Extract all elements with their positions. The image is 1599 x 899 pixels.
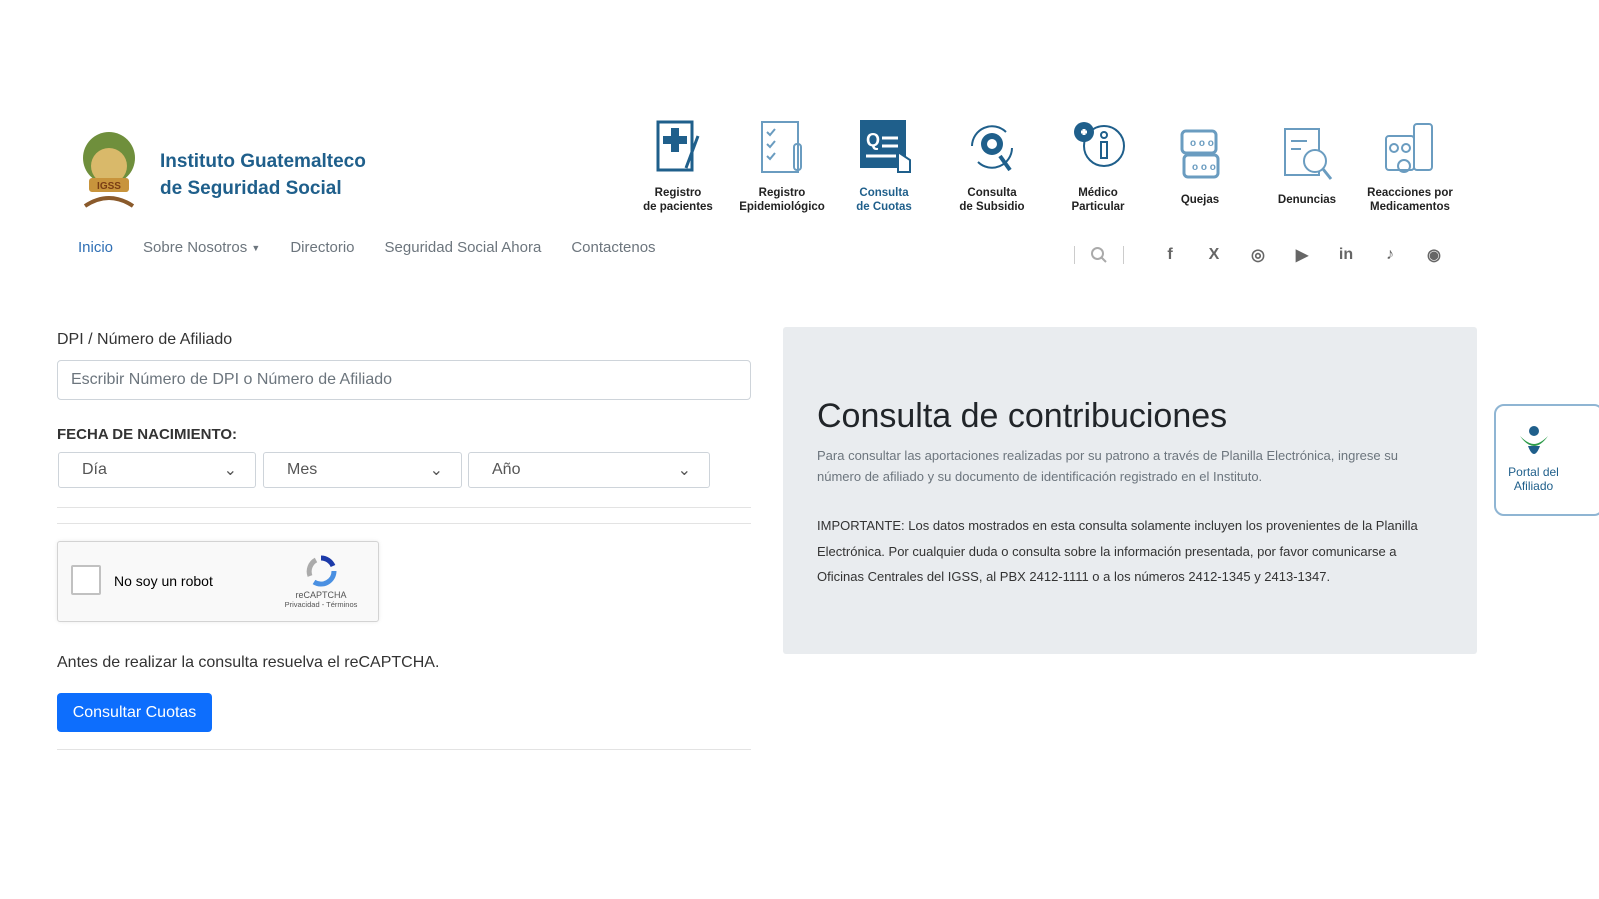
service-label-line1: Médico <box>1078 187 1118 199</box>
recaptcha-badge <box>276 554 366 609</box>
quota-query-icon <box>852 116 916 180</box>
social-bar <box>1060 244 1468 266</box>
chevron-down-icon: ⌄ <box>677 462 691 479</box>
patient-register-icon <box>646 116 710 180</box>
year-value: Año <box>492 461 521 478</box>
reports-icon <box>1275 123 1339 187</box>
service-quota-query[interactable] <box>829 116 939 214</box>
main-nav <box>78 239 656 256</box>
dpi-input[interactable]: Escribir Número de DPI o Número de Afiliado <box>57 360 751 400</box>
service-epidemiology[interactable] <box>727 116 837 214</box>
doctor-info-icon <box>1066 116 1130 180</box>
service-label-line1: Quejas <box>1180 194 1220 206</box>
linkedin-icon[interactable]: in <box>1338 246 1354 263</box>
month-select[interactable] <box>263 452 462 488</box>
service-label-line2: Particular <box>1071 201 1125 213</box>
divider <box>1074 246 1075 264</box>
youtube-icon[interactable]: ▶ <box>1295 247 1309 264</box>
divider <box>57 749 751 750</box>
service-subsidy-query[interactable] <box>937 116 1047 214</box>
panel-important: IMPORTANTE: Los datos mostrados en esta consulta solamente incluyen los provenientes de la Planilla Electrónica. Por cualquier duda o consulta sobre la información presentada, por favor comunicarse a Oficinas Centrales del IGSS, al PBX 2412-1111 o a los números 2412-1345 y 2413-1347. <box>817 518 1418 584</box>
divider <box>1123 246 1124 264</box>
brand-line1: Instituto Guatemalteco <box>160 151 366 172</box>
tiktok-icon[interactable]: ♪ <box>1386 246 1394 263</box>
nav-inicio[interactable]: Inicio <box>78 239 114 256</box>
instagram-icon[interactable]: ◎ <box>1251 247 1265 264</box>
nav-seguridad-social-ahora[interactable]: Seguridad Social Ahora <box>384 239 542 256</box>
chevron-down-icon: ⌄ <box>223 462 237 479</box>
service-label-line1: Registro <box>758 187 806 199</box>
service-complaints[interactable] <box>1145 116 1255 207</box>
subsidy-query-icon <box>960 116 1024 180</box>
captcha-note: Antes de realizar la consulta resuelva el reCAPTCHA. <box>57 654 440 671</box>
svg-text:IGSS: IGSS <box>97 181 121 192</box>
consultar-cuotas-button[interactable]: Consultar Cuotas <box>57 693 212 732</box>
spotify-icon[interactable]: ◉ <box>1427 247 1441 264</box>
svg-text:o o o: o o o <box>1190 138 1214 149</box>
divider <box>57 523 751 524</box>
recaptcha-brand: reCAPTCHA <box>295 590 347 600</box>
service-label-line1: Consulta <box>859 187 909 199</box>
dpi-label: DPI / Número de Afiliado <box>57 331 233 348</box>
brand-title[interactable] <box>160 148 366 202</box>
day-select[interactable] <box>58 452 256 488</box>
service-label-line2: de Subsidio <box>959 201 1025 213</box>
nav-sobre-nosotros[interactable] <box>143 239 260 256</box>
service-reports[interactable] <box>1252 116 1362 207</box>
medication-icon <box>1378 116 1442 180</box>
service-label-line1: Registro <box>654 187 702 199</box>
service-label-line1: Reacciones por <box>1367 187 1453 199</box>
service-label-line2: de pacientes <box>643 201 713 213</box>
x-icon[interactable]: X <box>1208 246 1220 263</box>
epidemiology-icon <box>750 116 814 180</box>
service-doctor-info[interactable] <box>1043 116 1153 214</box>
facebook-icon[interactable]: f <box>1167 246 1173 263</box>
service-label-line2: Epidemiológico <box>739 201 825 213</box>
birthdate-label: FECHA DE NACIMIENTO: <box>57 426 237 443</box>
portal-person-icon <box>1514 422 1554 462</box>
day-value: Día <box>82 461 107 478</box>
search-icon[interactable] <box>1089 245 1109 265</box>
recaptcha-widget <box>57 541 379 622</box>
svg-text:o o o: o o o <box>1192 162 1216 173</box>
service-label-line1: Denuncias <box>1277 194 1337 206</box>
recaptcha-icon <box>304 554 338 588</box>
portal-afiliado-tab[interactable] <box>1494 404 1599 516</box>
brand-line2: de Seguridad Social <box>160 178 342 199</box>
svg-text:Q: Q <box>866 130 881 150</box>
chevron-down-icon: ⌄ <box>429 462 443 479</box>
service-label-line2: Medicamentos <box>1370 201 1450 213</box>
panel-intro: Para consultar las aportaciones realizadas por su patrono a través de Planilla Electrónica, ingrese su número de afiliado y su documento de identificación registrado en el Instituto. <box>817 448 1398 484</box>
info-panel <box>783 327 1477 654</box>
nav-directorio[interactable]: Directorio <box>290 239 355 256</box>
service-medication[interactable] <box>1355 116 1465 214</box>
igss-logo[interactable] <box>75 128 143 210</box>
recaptcha-links[interactable]: Privacidad - Términos <box>284 600 358 609</box>
nav-label: Sobre Nosotros <box>143 239 248 256</box>
complaints-icon <box>1168 123 1232 187</box>
service-label-line1: Consulta <box>967 187 1017 199</box>
year-select[interactable] <box>468 452 710 488</box>
panel-title: Consulta de contribuciones <box>817 397 1228 435</box>
divider <box>57 507 751 508</box>
month-value: Mes <box>287 461 318 478</box>
recaptcha-checkbox[interactable] <box>71 565 101 595</box>
service-patient-register[interactable] <box>623 116 733 214</box>
nav-contactenos[interactable]: Contactenos <box>571 239 656 256</box>
caret-down-icon: ▼ <box>251 243 261 254</box>
recaptcha-label: No soy un robot <box>114 573 213 589</box>
portal-label: Portal del Afiliado <box>1508 465 1559 493</box>
service-label-line2: de Cuotas <box>856 201 912 213</box>
